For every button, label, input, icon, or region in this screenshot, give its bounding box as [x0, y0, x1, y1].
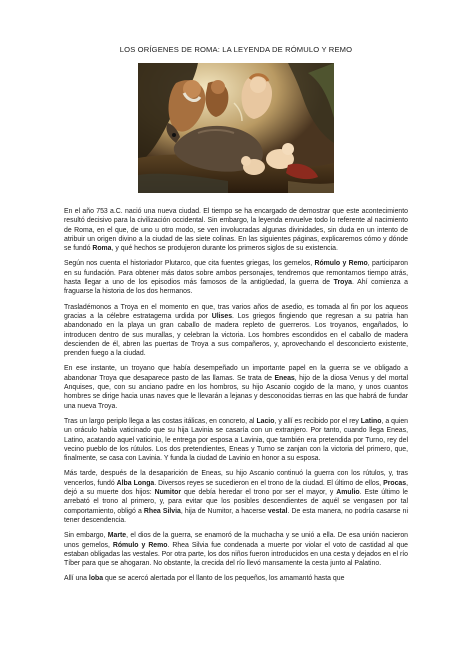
bold-term: loba [88, 575, 104, 583]
bold-term: Rómulo y Remo [314, 260, 368, 268]
bold-term: Marte [107, 532, 127, 540]
body-paragraph: En el año 753 a.C. nació una nueva ciudad. El tiempo se ha encargado de demostrar que este acontecimiento resultó decisivo para la civilización occidental. Sin embargo, la leyenda envuelve todo lo referente al nacimiento de Roma, en el que, de uno u otro modo, se ven involucradas algunas divinidades, sin duda en un intento de atribuir un origen divino a la ciudad de las siete colinas. En las siguientes páginas, explicaremos cómo y dónde se fundó Roma, y qué hechos se produjeron durante los primeros siglos de su existencia. [64, 208, 408, 253]
bold-term: Rómulo y Remo [112, 541, 168, 549]
bold-term: Roma [92, 245, 112, 253]
bold-term: Eneas [274, 374, 295, 382]
body-paragraph: Sin embargo, Marte, el dios de la guerra, se enamoró de la muchacha y se unió a ella. De esa unión nacieron unos gemelos, Rómulo y Remo. Rhea Silvia fue condenada a muerte por violar el voto de castidad al que estaban obligadas las vestales. Por otra parte, los dos niños fueron introducidos en una cesta y dejados en el río Tíber para que se ahogaran. No obstante, la crecida del río llevó mansamente la cesta junto al Palatino. [64, 532, 409, 568]
body-paragraph: Tras un largo periplo llega a las costas itálicas, en concreto, al Lacio, y allí es recibido por el rey Latino, a quien un oráculo había vaticinado que su hija Lavinia se casaría con un extranjero. Por tanto, cuando llega Eneas, Latino, acatando aquel vaticinio, le entrega por esposa a Lavinia, que también era pretendida por Turno, rey del vecino pueblo de los rútulos. Los dos pretendientes, Eneas y Turno se zanjan con la victoria del primero, que, finalmente, se casa con Lavinia. Y funda la ciudad de Lavinio en honor a su esposa. [64, 417, 409, 463]
bold-term: vestal [267, 507, 288, 515]
bold-term: Rhea Silvia [143, 507, 181, 515]
body-paragraph: En ese instante, un troyano que había desempeñado un importante papel en la guerra se ve obligado a abandonar Troya que desaparece pasto de las llamas. Se trata de Eneas, hijo de la diosa Venus y del mortal Anquises, que, con su anciano padre en los hombros, su hijo Ascanio cogido de la mano, y unos cuantos hombres se dirige hacia unas naves que le llevarán a lejanas y desconocidas tierras en las que habrá de fundar una nueva Troya. [64, 365, 408, 410]
painting-illustration [138, 63, 334, 193]
body-paragraph: Trasladémonos a Troya en el momento en que, tras varios años de asedio, es tomada al fin por los aqueos gracias a la célebre estratagema urdida por Ulises. Los griegos fingiendo que regresan a su patria han abandonado en la playa un gran caballo de madera repleto de guerreros. Los troyanos, engañados, lo introducen dentro de sus murallas, y celebran la victoria. Los hombres escondidos en el caballo de madera descienden de él, abren las puertas de Troya a sus compañeros, y, aprovechando el desconcierto existente, prenden fuego a la ciudad. [64, 303, 408, 358]
document-body [64, 207, 408, 584]
bold-term: Alba Longa [116, 479, 155, 487]
bold-term: Ulises [211, 312, 233, 320]
bold-term: Lacio [256, 417, 275, 425]
body-paragraph: Allí una loba que se acercó alertada por el llanto de los pequeños, los amamantó hasta que [64, 575, 345, 583]
painting-image [138, 63, 334, 193]
document-title: LOS ORÍGENES DE ROMA: LA LEYENDA DE RÓMULO Y REMO [119, 45, 353, 54]
bold-term: Troya [333, 279, 352, 287]
bold-term: Procas [383, 479, 407, 487]
bold-term: Latino [360, 417, 382, 425]
bold-term: Amulio [336, 489, 360, 497]
body-paragraph: Según nos cuenta el historiador Plutarco, que cita fuentes griegas, los gemelos, Rómulo y Remo, participaron en su fundación. Para obtener más datos sobre ambos personajes, tendremos que remontarnos tiempo atrás, hasta llegar a uno de los episodios más famosos de la antigüedad, la guerra de Troya. Ahí comienza a fraguarse la historia de los dos hermanos. [64, 260, 408, 296]
body-paragraph: Más tarde, después de la desaparición de Eneas, su hijo Ascanio continuó la guerra con los rútulos, y, tras vencerlos, fundó Alba Longa. Diversos reyes se sucedieron en el trono de la ciudad. El último de ellos, Procas, dejó a su muerte dos hijos: Numitor que debía heredar el trono por ser el mayor, y Amulio. Este último le arrebató el trono al primero, y, para evitar que los posibles descendientes de aquél se vengasen por tal comportamiento, obligó a Rhea Silvia, hija de Numitor, a hacerse vestal. De esta manera, no podría casarse ni tener descendencia. [64, 470, 408, 524]
bold-term: Numitor [154, 489, 182, 497]
